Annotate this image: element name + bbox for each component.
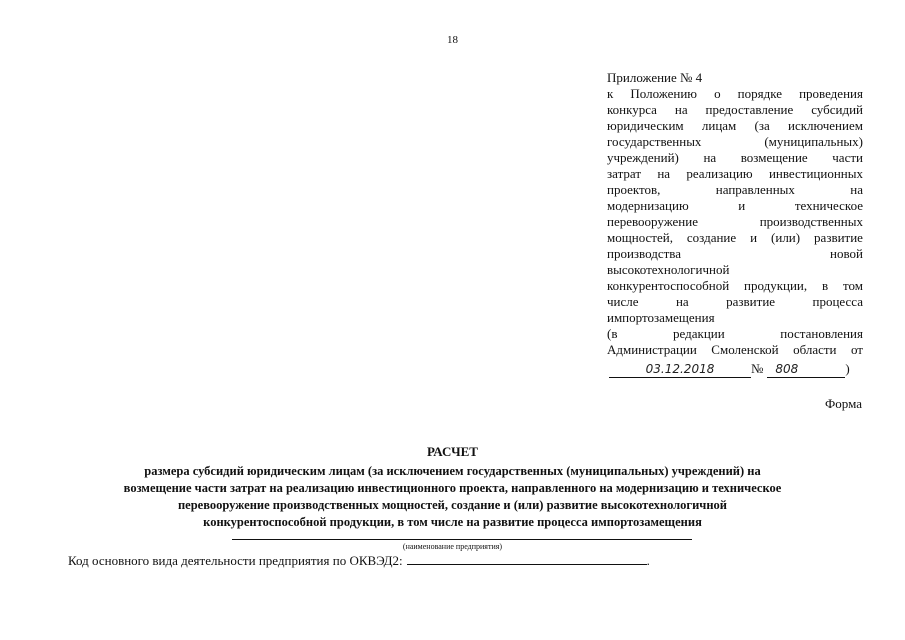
appendix-line: учреждений) на возмещение части xyxy=(607,150,863,165)
subtitle-line: перевооружение производственных мощностей, создание и (или) развитие высокотехнологичной xyxy=(177,498,728,512)
edition-date-row xyxy=(607,361,863,378)
document-heading: РАСЧЕТ xyxy=(427,444,478,459)
okved-blank xyxy=(407,552,647,565)
appendix-block xyxy=(607,70,863,378)
appendix-line: проектов, направленных на xyxy=(607,182,863,197)
appendix-line: числе на развитие процесса xyxy=(607,294,863,309)
appendix-line: мощностей, создание и (или) развитие xyxy=(607,230,863,245)
appendix-line: Администрации Смоленской области от xyxy=(607,342,863,357)
edition-number: 808 xyxy=(767,361,845,378)
enterprise-name-caption: (наименование предприятия) xyxy=(402,542,503,551)
appendix-line: государственных (муниципальных) xyxy=(607,134,863,149)
okved-label: Код основного вида деятельности предприятия по ОКВЭД2: xyxy=(68,553,403,568)
appendix-line: перевооружение производственных xyxy=(607,214,863,229)
okved-end: . xyxy=(646,553,650,568)
page-number: 18 xyxy=(447,34,458,46)
okved-row xyxy=(68,552,650,569)
subtitle-line: конкурентоспособной продукции, в том числе на развитие процесса импортозамещения xyxy=(203,515,702,529)
appendix-line: конкурса на предоставление субсидий xyxy=(607,102,863,117)
form-label: Форма xyxy=(825,396,862,411)
edition-date: 03.12.2018 xyxy=(609,361,751,378)
appendix-line: юридическим лицам (за исключением xyxy=(607,118,863,133)
appendix-line: производства новой xyxy=(607,246,863,261)
appendix-line: (в редакции постановления xyxy=(607,326,863,341)
appendix-line: конкурентоспособной продукции, в том xyxy=(607,278,863,293)
closing-paren: ) xyxy=(845,361,850,376)
subtitle-line: возмещение части затрат на реализацию инвестиционного проекта, направленного на модернизацию и техническое xyxy=(123,481,782,495)
appendix-line: импортозамещения xyxy=(607,310,715,325)
appendix-line: модернизацию и техническое xyxy=(607,198,863,213)
enterprise-name-blank xyxy=(232,539,692,540)
subtitle-line: размера субсидий юридическим лицам (за исключением государственных (муниципальных) учреждений) на xyxy=(144,464,761,478)
appendix-line: к Положению о порядке проведения xyxy=(607,86,863,101)
appendix-line: затрат на реализацию инвестиционных xyxy=(607,166,863,181)
document-subtitle xyxy=(40,463,865,531)
appendix-title: Приложение № 4 xyxy=(607,70,703,85)
number-label: № xyxy=(751,361,764,376)
appendix-line: высокотехнологичной xyxy=(607,262,730,277)
